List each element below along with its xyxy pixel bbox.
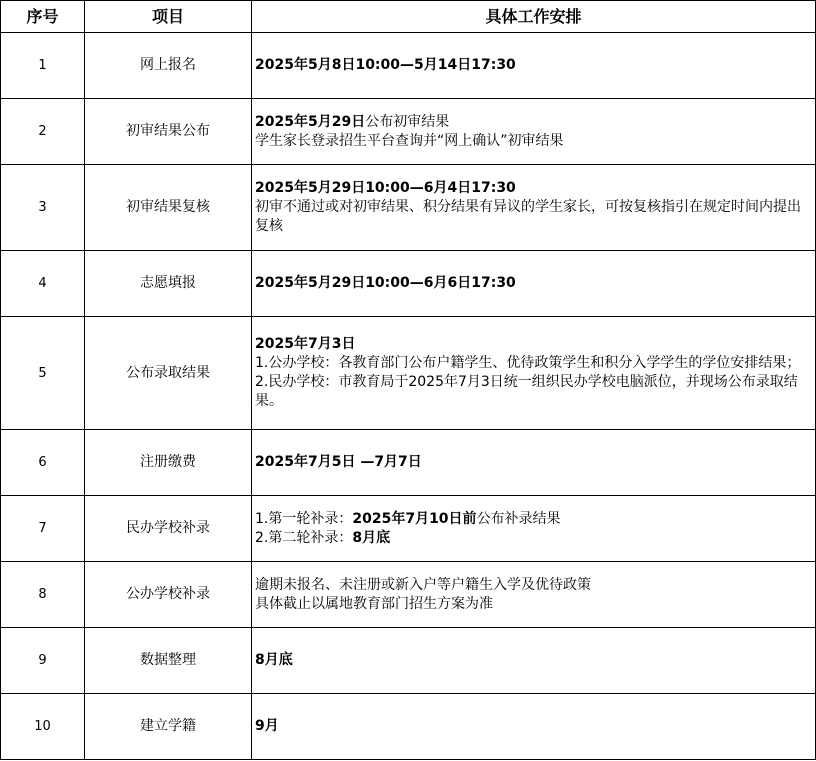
detail-text: 学生家长登录招生平台查询并“网上确认”初审结果	[255, 132, 564, 149]
detail-line	[255, 132, 812, 151]
detail-cell	[252, 317, 816, 430]
detail-cell	[252, 628, 816, 694]
item-cell: 公布录取结果	[85, 317, 252, 430]
detail-line	[255, 595, 812, 614]
detail-text: 1.第一轮补录：	[255, 510, 353, 527]
detail-line	[255, 651, 812, 670]
detail-text: 1.公办学校：各教育部门公布户籍学生、优待政策学生和积分入学学生的学位安排结果；	[255, 355, 801, 371]
detail-cell	[252, 33, 816, 99]
seq-cell: 2	[1, 99, 85, 165]
detail-text: 2.民办学校：市教育局于2025年7月3日统一组织民办学校电脑派位，并现场公布录取结果。	[255, 374, 798, 409]
detail-text: 2025年5月29日	[255, 113, 366, 130]
detail-text: 逾期未报名、未注册或新入户等户籍生入学及优待政策	[255, 576, 591, 593]
item-cell: 志愿填报	[85, 251, 252, 317]
detail-line	[255, 56, 812, 75]
table-header-row	[1, 1, 816, 33]
item-cell: 数据整理	[85, 628, 252, 694]
detail-line	[255, 354, 812, 373]
table-row	[1, 99, 816, 165]
table-row	[1, 33, 816, 99]
seq-cell: 1	[1, 33, 85, 99]
detail-line	[255, 717, 812, 736]
detail-text: 公布初审结果	[365, 113, 450, 130]
detail-cell	[252, 165, 816, 251]
table-row	[1, 251, 816, 317]
item-cell: 初审结果复核	[85, 165, 252, 251]
seq-cell: 7	[1, 496, 85, 562]
detail-text: 初审不通过或对初审结果、积分结果有异议的学生家长，可按复核指引在规定时间内提出复核	[255, 199, 801, 234]
seq-cell: 4	[1, 251, 85, 317]
seq-cell: 8	[1, 562, 85, 628]
table-row	[1, 496, 816, 562]
detail-line	[255, 274, 812, 293]
table-row	[1, 430, 816, 496]
detail-line	[255, 529, 812, 548]
detail-line	[255, 198, 812, 236]
detail-cell	[252, 430, 816, 496]
detail-text: 2025年7月5日 —7月7日	[255, 454, 422, 470]
detail-text: 2025年5月29日10:00—6月4日17:30	[255, 180, 516, 196]
detail-line	[255, 335, 812, 354]
item-cell: 注册缴费	[85, 430, 252, 496]
table-row	[1, 165, 816, 251]
seq-cell: 10	[1, 694, 85, 760]
detail-cell	[252, 251, 816, 317]
seq-cell: 9	[1, 628, 85, 694]
detail-text: 2.第二轮补录：	[255, 529, 353, 546]
header-item: 项目	[85, 1, 252, 33]
detail-line	[255, 113, 812, 132]
seq-cell: 5	[1, 317, 85, 430]
seq-cell: 3	[1, 165, 85, 251]
item-cell: 民办学校补录	[85, 496, 252, 562]
header-seq: 序号	[1, 1, 85, 33]
item-cell: 建立学籍	[85, 694, 252, 760]
detail-line	[255, 179, 812, 198]
detail-text: 2025年7月3日	[255, 336, 356, 352]
item-cell: 网上报名	[85, 33, 252, 99]
detail-cell	[252, 694, 816, 760]
table-row	[1, 317, 816, 430]
detail-line	[255, 453, 812, 472]
detail-text: 具体截止以属地教育部门招生方案为准	[255, 595, 493, 612]
detail-text: 8月底	[255, 652, 293, 668]
detail-line	[255, 373, 812, 411]
detail-text: 2025年7月10日前	[352, 510, 477, 527]
table-row	[1, 628, 816, 694]
header-detail: 具体工作安排	[252, 1, 816, 33]
detail-cell	[252, 562, 816, 628]
detail-text: 2025年5月29日10:00—6月6日17:30	[255, 275, 516, 291]
detail-text: 公布补录结果	[476, 510, 561, 527]
table-row	[1, 562, 816, 628]
detail-text: 8月底	[352, 529, 391, 546]
detail-line	[255, 510, 812, 529]
item-cell: 初审结果公布	[85, 99, 252, 165]
seq-cell: 6	[1, 430, 85, 496]
item-cell: 公办学校补录	[85, 562, 252, 628]
table-row	[1, 694, 816, 760]
detail-text: 9月	[255, 718, 279, 734]
detail-text: 2025年5月8日10:00—5月14日17:30	[255, 57, 516, 73]
detail-cell	[252, 496, 816, 562]
detail-line	[255, 576, 812, 595]
detail-cell	[252, 99, 816, 165]
